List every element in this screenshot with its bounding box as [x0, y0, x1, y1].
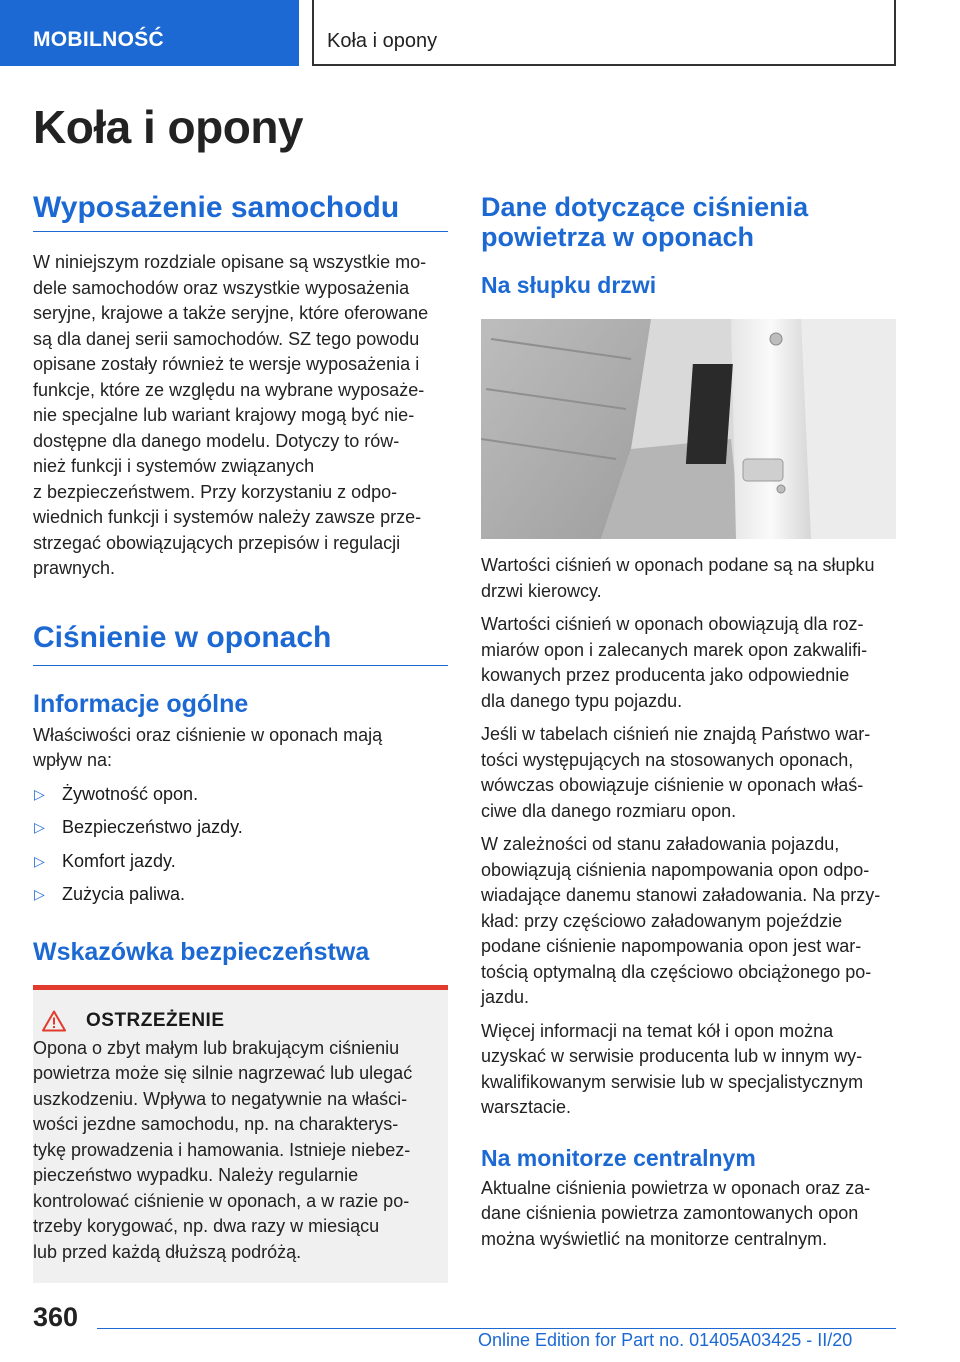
warning-title: OSTRZEŻENIE	[86, 1009, 225, 1031]
text-line: wiadające danemu stanowi załadowania. Na przy‐	[481, 885, 881, 905]
text-line: pieczeństwo wypadku. Należy regularnie	[33, 1165, 359, 1185]
text-line: tości występujących na stosowanych oponach,	[481, 749, 854, 770]
text-line: wówczas obowiązuje ciśnienie w oponach właś‐	[481, 775, 864, 795]
load-paragraph	[481, 832, 896, 1011]
text-line: warsztacie.	[481, 1097, 572, 1117]
equipment-heading: Wyposażenie samochodu	[33, 190, 448, 232]
tire-pressure-data-heading: Dane dotyczące ciśnienia powietrza w oponach	[481, 192, 809, 252]
left-column	[33, 190, 448, 1283]
equipment-paragraph	[33, 250, 448, 582]
text-line: kontrolować ciśnienie w oponach, a w razie po‐	[33, 1190, 410, 1211]
text-line: prawnych.	[33, 558, 116, 578]
text-line: strzegać obowiązujących przepisów i regulacji	[33, 532, 401, 553]
door-pillar-photo	[481, 319, 896, 539]
list-item: ▷ Komfort jazdy.	[33, 849, 448, 875]
text-line: ciwe dla danego rozmiaru opon.	[481, 800, 737, 821]
text-line: jazdu.	[481, 987, 530, 1007]
warning-header	[86, 1010, 430, 1032]
text-line: dostępne dla danego modelu. Dotyczy to rów‐	[33, 430, 400, 451]
safety-note-heading: Wskazówka bezpieczeństwa	[33, 937, 370, 966]
text-line: tością optymalną dla częściowo obciążonego po‐	[481, 961, 872, 982]
text-line: Aktualne ciśnienia powietrza w oponach oraz za‐	[481, 1177, 871, 1198]
text-line: Więcej informacji na temat kół i opon można	[481, 1020, 834, 1041]
general-info-heading: Informacje ogólne	[33, 689, 249, 718]
section-tab: MOBILNOŚĆ	[0, 0, 299, 66]
edition-footer: Online Edition for Part no. 01405A03425 - II/20	[478, 1330, 853, 1350]
text-line: trzeby korygować, np. dwa razy w miesiącu	[33, 1216, 380, 1236]
triangle-bullet-icon: ▷	[34, 785, 45, 802]
text-line: dla danego typu pojazdu.	[481, 690, 683, 711]
chapter-title: Koła i opony	[312, 0, 896, 66]
text-line: uzyskać w serwisie producenta lub w innym wy‐	[481, 1046, 863, 1066]
text-line: wiednich funkcji i systemów należy zawsze prze‐	[33, 507, 422, 527]
text-line: powietrza może się silnie nagrzewać lub ulegać	[33, 1063, 413, 1083]
text-line: nież funkcji i systemów związanych	[33, 456, 315, 476]
text-line: są dla danej serii samochodów. SZ tego powodu	[33, 328, 420, 349]
text-line: uszkodzeniu. Wpływa to negatywnie na właści‐	[33, 1088, 408, 1109]
text-line: Wartości ciśnień w oponach obowiązują dla roz‐	[481, 614, 864, 634]
text-line: wości jezdne samochodu, np. na charakterys‐	[33, 1114, 399, 1134]
text-line: W niniejszym rozdziale opisane są wszystkie mo‐	[33, 252, 427, 272]
text-line: miarów opon i zalecanych marek opon zakwalifi‐	[481, 639, 868, 660]
warning-box	[33, 985, 448, 1284]
warning-text	[33, 1036, 430, 1266]
central-monitor-heading: Na monitorze centralnym	[481, 1144, 756, 1171]
triangle-bullet-icon: ▷	[34, 886, 45, 902]
triangle-bullet-icon: ▷	[34, 852, 45, 869]
text-line: Właściwości oraz ciśnienie w oponach mają	[33, 724, 383, 745]
pressure-heading: Ciśnienie w oponach	[33, 620, 448, 666]
footer-divider	[97, 1328, 896, 1329]
page-header	[0, 0, 960, 66]
text-line: kład: przy częściowo załadowanym pojeździe	[481, 910, 843, 931]
tables-paragraph	[481, 722, 896, 824]
list-item: ▷ Zużycia paliwa.	[33, 882, 448, 908]
page-number: 360	[33, 1302, 79, 1332]
text-line: dele samochodów oraz wszystkie wyposażenia	[33, 277, 410, 298]
text-line: można wyświetlić na monitorze centralnym.	[481, 1228, 828, 1249]
text-line: funkcje, które ze względu na wybrane wyposaże‐	[33, 379, 425, 400]
text-line: dane ciśnienia powietrza zamontowanych opon	[481, 1203, 859, 1223]
text-line: kwalifikowanym serwisie lub w specjalistycznym	[481, 1071, 864, 1092]
list-item: ▷ Żywotność opon.	[33, 782, 448, 808]
warning-triangle-icon	[42, 1010, 66, 1032]
text-line: kowanych przez producenta jako odpowiednie	[481, 665, 850, 685]
text-line: drzwi kierowcy.	[481, 580, 602, 601]
text-line: podane ciśnienie napompowania opon jest war‐	[481, 936, 862, 956]
door-pillar-heading: Na słupku drzwi	[481, 272, 657, 298]
text-line: wpływ na:	[33, 750, 113, 770]
text-line: opisane zostały również te wersje wyposażenia i	[33, 354, 420, 374]
text-line: Jeśli w tabelach ciśnień nie znajdą Państwo war‐	[481, 724, 871, 744]
right-column	[481, 192, 896, 1252]
text-line: tykę prowadzenia i hamowania. Istnieje niebez‐	[33, 1139, 411, 1160]
text-line: Wartości ciśnień w oponach podane są na słupku	[481, 555, 875, 575]
page-title: Koła i opony	[33, 101, 303, 153]
list-item: ▷ Bezpieczeństwo jazdy.	[33, 815, 448, 841]
door-pillar-illustration	[481, 319, 896, 539]
text-line: seryjne, krajowe a także seryjne, które oferowane	[33, 303, 429, 323]
text-line: W zależności od stanu załadowania pojazdu,	[481, 834, 840, 854]
central-monitor-paragraph	[481, 1176, 896, 1253]
text-line: lub przed każdą dłuższą podróżą.	[33, 1241, 302, 1262]
general-info-intro	[33, 723, 448, 774]
text-line: obowiązują ciśnienia napompowania opon odpo‐	[481, 859, 870, 880]
sizes-paragraph	[481, 612, 896, 714]
text-line: Opona o zbyt małym lub brakującym ciśnieniu	[33, 1037, 400, 1058]
text-line: z bezpieczeństwem. Przy korzystaniu z odpo‐	[33, 481, 398, 502]
influence-list	[33, 782, 448, 908]
text-line: nie specjalne lub wariant krajowy mogą być nie‐	[33, 405, 415, 425]
door-pillar-paragraph	[481, 553, 896, 604]
more-info-paragraph	[481, 1019, 896, 1121]
triangle-bullet-icon: ▷	[34, 819, 45, 835]
